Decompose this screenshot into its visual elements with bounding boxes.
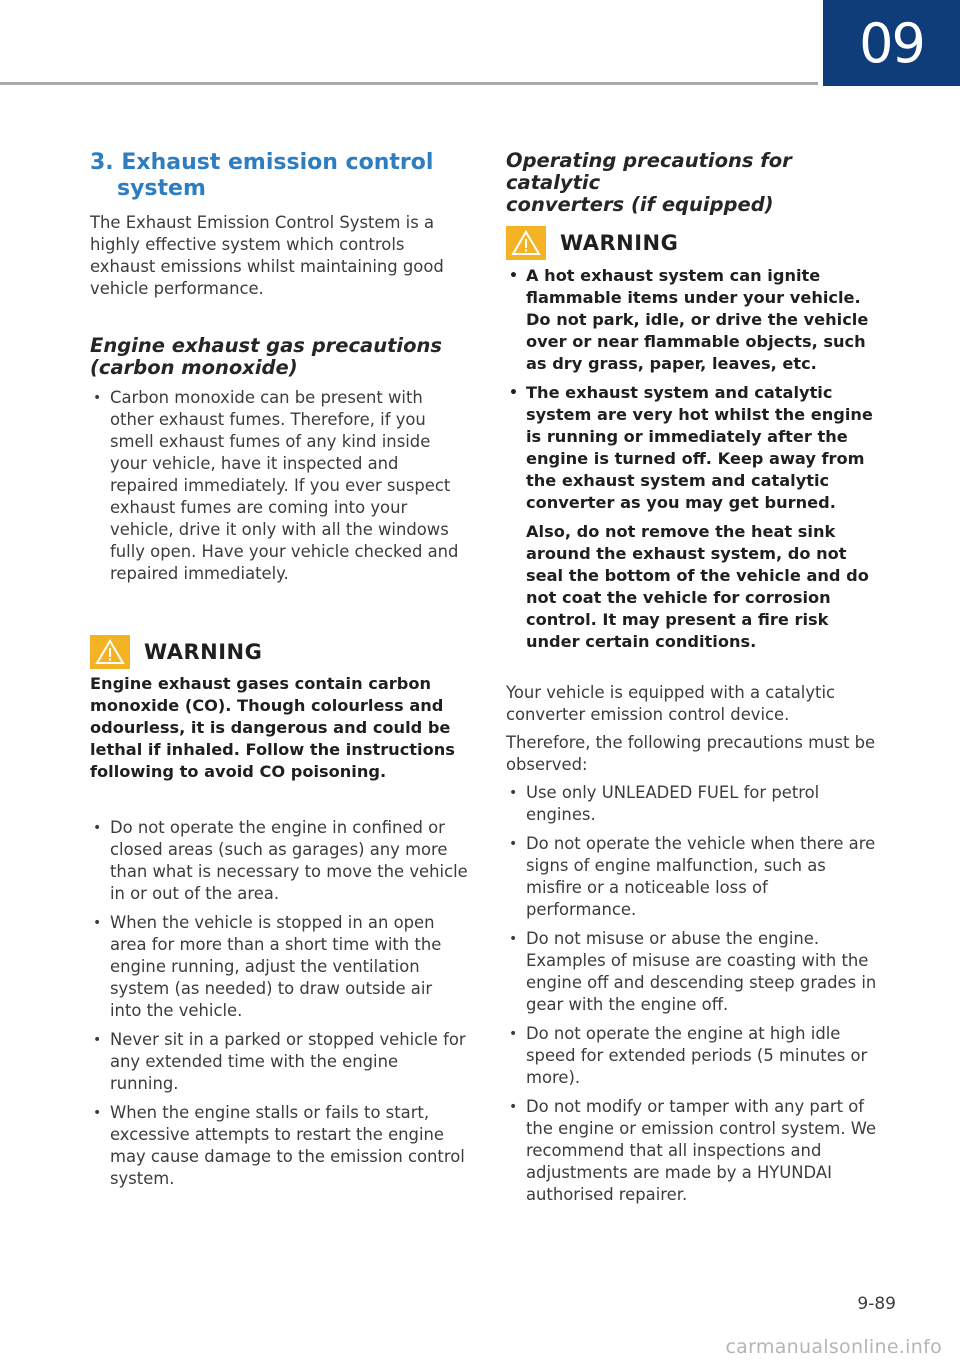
catalytic-precaution-list xyxy=(506,782,882,1213)
list-item-text: Use only UNLEADED FUEL for petrol engines. xyxy=(526,783,820,824)
list-item: • Do not misuse or abuse the engine. Examples of misuse are coasting with the engine off and descending steep grades in gear with the engine off. xyxy=(509,929,877,1014)
list-item-text: A hot exhaust system can ignite flammable items under your vehicle. Do not park, idle, or drive the vehicle over or near flammable objects, such as dry grass, paper, leaves, etc. xyxy=(526,266,869,373)
list-item: • Do not operate the engine at high idle speed for extended periods (5 minutes or more). xyxy=(509,1024,868,1087)
list-item: • When the vehicle is stopped in an open area for more than a short time with the engine running, adjust the ventilation system (as needed) to draw outside air into the vehicle. xyxy=(93,913,442,1020)
catalytic-warning-list xyxy=(506,265,882,660)
warning-label: WARNING xyxy=(144,640,263,664)
intro-paragraph: The Exhaust Emission Control System is a highly effective system which controls exhaust emissions whilst maintaining good vehicle performance. xyxy=(90,213,444,298)
list-item-text: When the vehicle is stopped in an open area for more than a short time with the engine running, adjust the ventilation system (as needed) to draw outside air into the vehicle. xyxy=(110,913,442,1020)
list-item: • Use only UNLEADED FUEL for petrol engines. xyxy=(509,783,820,824)
subhead-co xyxy=(90,335,470,379)
list-item-text: Do not modify or tamper with any part of the engine or emission control system. We recommend that all inspections and adjustments are made by a HYUNDAI authorised repairer. xyxy=(526,1097,877,1204)
section-number: 3. xyxy=(90,150,114,175)
header-rule xyxy=(0,82,818,85)
co-precaution-list xyxy=(90,817,468,1197)
list-item-text: The exhaust system and catalytic system are very hot whilst the engine is running or immediately after the engine is turned off. Keep away from the exhaust system and catalytic converter as you may get burned. xyxy=(526,383,873,512)
list-item: • Do not operate the vehicle when there are signs of engine malfunction, such as misfire or a noticeable loss of performance. xyxy=(509,834,876,919)
subhead-catalytic-line2: converters (if equipped) xyxy=(506,193,774,216)
chapter-tab: 09 xyxy=(823,0,960,86)
list-item-text: Do not operate the vehicle when there are signs of engine malfunction, such as misfire or a noticeable loss of performance. xyxy=(526,834,876,919)
list-item-text: Do not operate the engine in confined or closed areas (such as garages) any more than what is necessary to move the vehicle in or out of the area. xyxy=(110,818,468,903)
list-item-text: Carbon monoxide can be present with other exhaust fumes. Therefore, if you smell exhaust fumes of any kind inside your vehicle, have it inspected and repaired immediately. If you ever suspect exhaust fumes are coming into your vehicle, drive it only with all the windows fully open. Have your vehicle checked and repaired immediately. xyxy=(110,388,459,583)
warning-text-left: Engine exhaust gases contain carbon monoxide (CO). Though colourless and odourless, it is dangerous and could be lethal if inhaled. Follow the instructions following to avoid CO poisoning. xyxy=(90,674,455,781)
warning-heading-left xyxy=(90,635,262,669)
subhead-co-line1: Engine exhaust gas precautions xyxy=(90,334,442,357)
watermark: carmanualsonline.info xyxy=(725,1336,942,1358)
section-title xyxy=(90,150,470,202)
warning-extra-text: Also, do not remove the heat sink around the exhaust system, do not seal the bottom of the vehicle and do not coat the vehicle for corrosion control. It may present a fire risk under certain conditions. xyxy=(526,522,869,651)
subhead-catalytic-line1: Operating precautions for catalytic xyxy=(506,149,792,194)
section-title-line1: Exhaust emission control xyxy=(121,150,434,175)
warning-label: WARNING xyxy=(560,231,679,255)
list-item: • When the engine stalls or fails to start, excessive attempts to restart the engine may cause damage to the emission control system. xyxy=(93,1103,465,1188)
list-item-text: Do not operate the engine at high idle speed for extended periods (5 minutes or more). xyxy=(526,1024,868,1087)
subhead-catalytic xyxy=(506,150,886,216)
list-item-text: Never sit in a parked or stopped vehicle for any extended time with the engine running. xyxy=(110,1030,466,1093)
list-item: • Do not operate the engine in confined or closed areas (such as garages) any more than what is necessary to move the vehicle in or out of the area. xyxy=(93,818,468,903)
warning-triangle-icon xyxy=(90,635,130,669)
list-item: • Never sit in a parked or stopped vehicle for any extended time with the engine running. xyxy=(93,1030,466,1093)
catalytic-paragraph-1: Your vehicle is equipped with a catalytic converter emission control device. xyxy=(506,683,836,724)
co-bullet-list xyxy=(90,387,466,592)
page-number: 9-89 xyxy=(857,1294,896,1314)
list-item: • Do not modify or tamper with any part of the engine or emission control system. We recommend that all inspections and adjustments are made by a HYUNDAI authorised repairer. xyxy=(509,1097,877,1204)
section-title-line2: system xyxy=(117,176,206,201)
list-item: • The exhaust system and catalytic system are very hot whilst the engine is running or immediately after the engine is turned off. Keep away from the exhaust system and catalytic converter as you may get burned. Also, do not remove the heat sink around the exhaust system, do not seal the bottom of the vehicle and do not coat the vehicle for corrosion control. It may present a fire risk under certain conditions. xyxy=(506,382,882,653)
subhead-co-line2: (carbon monoxide) xyxy=(90,356,298,379)
list-item-text: Do not misuse or abuse the engine. Examples of misuse are coasting with the engine off and descending steep grades in gear with the engine off. xyxy=(526,929,877,1014)
list-item: • Carbon monoxide can be present with other exhaust fumes. Therefore, if you smell exhaust fumes of any kind inside your vehicle, have it inspected and repaired immediately. If you ever suspect exhaust fumes are coming into your vehicle, drive it only with all the windows fully open. Have your vehicle checked and repaired immediately. xyxy=(93,388,459,583)
warning-triangle-icon xyxy=(506,226,546,260)
catalytic-paragraph-2: Therefore, the following precautions must be observed: xyxy=(506,733,876,774)
list-item-text: When the engine stalls or fails to start, excessive attempts to restart the engine may cause damage to the emission control system. xyxy=(110,1103,465,1188)
warning-heading-right xyxy=(506,226,678,260)
list-item: • A hot exhaust system can ignite flammable items under your vehicle. Do not park, idle, or drive the vehicle over or near flammable objects, such as dry grass, paper, leaves, etc. xyxy=(509,266,869,373)
